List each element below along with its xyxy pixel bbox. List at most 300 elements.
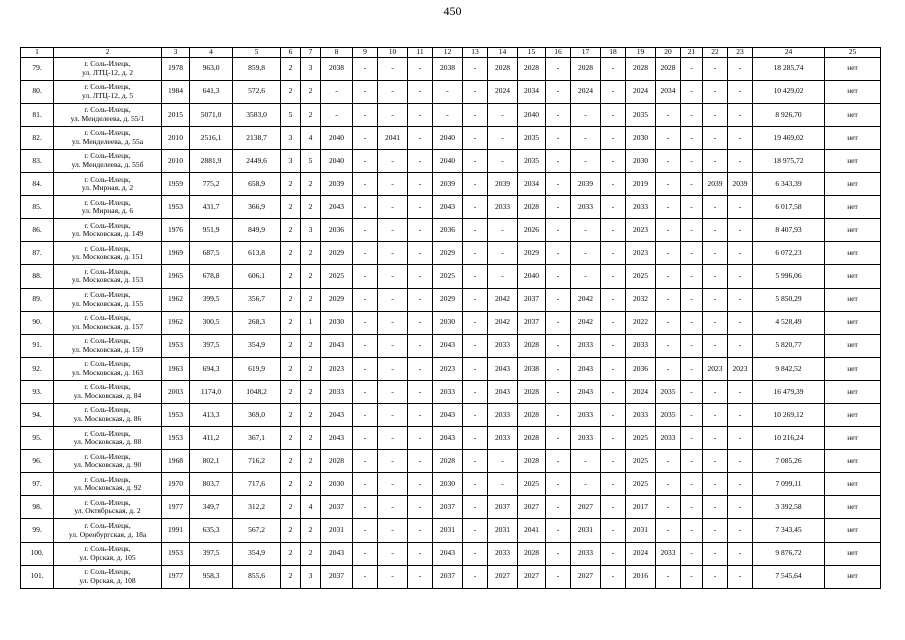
cell-col-20: -: [656, 103, 681, 126]
cell-col-15: 2037: [518, 311, 546, 334]
cell-col-22: 2039: [703, 173, 728, 196]
row-number: 79.: [21, 57, 54, 80]
cell-col-15: 2028: [518, 404, 546, 427]
cell-col-25: нет: [825, 496, 881, 519]
cell-col-16: -: [546, 565, 571, 588]
cell-col-11: -: [408, 242, 433, 265]
cell-col-20: -: [656, 519, 681, 542]
cell-col-18: -: [601, 126, 626, 149]
cell-col-15: 2037: [518, 288, 546, 311]
cell-col-14: 2039: [488, 173, 518, 196]
cell-col-3: 1977: [162, 565, 190, 588]
cell-col-7: 2: [301, 103, 321, 126]
cell-col-4: 775,2: [190, 173, 233, 196]
cell-col-25: нет: [825, 427, 881, 450]
cell-col-7: 2: [301, 519, 321, 542]
address-street: ул. Московская, д. 88: [73, 437, 142, 447]
cell-col-8: -: [321, 80, 353, 103]
cell-col-25: нет: [825, 265, 881, 288]
cell-col-11: -: [408, 288, 433, 311]
cell-col-20: -: [656, 196, 681, 219]
cell-col-3: 2003: [162, 380, 190, 403]
cell-col-13: -: [463, 288, 488, 311]
cell-col-18: -: [601, 57, 626, 80]
cell-col-25: нет: [825, 103, 881, 126]
address-cell: [54, 103, 162, 126]
cell-col-17: 2033: [571, 427, 601, 450]
cell-col-9: -: [353, 126, 378, 149]
cell-col-6: 3: [281, 149, 301, 172]
cell-col-18: -: [601, 473, 626, 496]
cell-col-19: 2035: [626, 103, 656, 126]
address-city: г. Соль-Илецк,: [84, 382, 131, 392]
cell-col-25: нет: [825, 288, 881, 311]
cell-col-4: 694,3: [190, 357, 233, 380]
cell-col-6: 2: [281, 380, 301, 403]
cell-col-15: 2040: [518, 265, 546, 288]
cell-col-7: 2: [301, 80, 321, 103]
cell-col-16: -: [546, 473, 571, 496]
cell-col-15: 2034: [518, 80, 546, 103]
cell-col-24: 7 085,26: [753, 450, 825, 473]
cell-col-17: -: [571, 103, 601, 126]
cell-col-11: -: [408, 149, 433, 172]
cell-col-9: -: [353, 496, 378, 519]
cell-col-12: 2037: [433, 496, 463, 519]
cell-col-18: -: [601, 80, 626, 103]
address-cell: [54, 57, 162, 80]
column-header-10: 10: [378, 48, 408, 58]
cell-col-22: -: [703, 57, 728, 80]
cell-col-16: -: [546, 149, 571, 172]
cell-col-5: 859,8: [233, 57, 281, 80]
cell-col-13: -: [463, 357, 488, 380]
cell-col-4: 958,3: [190, 565, 233, 588]
cell-col-19: 2025: [626, 265, 656, 288]
cell-col-11: -: [408, 542, 433, 565]
cell-col-21: -: [681, 565, 703, 588]
cell-col-22: -: [703, 380, 728, 403]
cell-col-24: 4 528,49: [753, 311, 825, 334]
cell-col-11: -: [408, 357, 433, 380]
cell-col-3: 1976: [162, 219, 190, 242]
cell-col-3: 1968: [162, 450, 190, 473]
cell-col-16: -: [546, 542, 571, 565]
cell-col-20: -: [656, 334, 681, 357]
cell-col-3: 1959: [162, 173, 190, 196]
cell-col-13: -: [463, 380, 488, 403]
column-number-row: [21, 48, 881, 58]
cell-col-3: 1953: [162, 334, 190, 357]
cell-col-10: -: [378, 450, 408, 473]
cell-col-5: 619,9: [233, 357, 281, 380]
cell-col-15: 2041: [518, 519, 546, 542]
cell-col-6: 2: [281, 427, 301, 450]
cell-col-17: 2033: [571, 196, 601, 219]
cell-col-23: -: [728, 149, 753, 172]
address-city: г. Соль-Илецк,: [84, 428, 131, 438]
cell-col-21: -: [681, 57, 703, 80]
cell-col-8: 2043: [321, 334, 353, 357]
address-city: г. Соль-Илецк,: [84, 313, 131, 323]
cell-col-19: 2016: [626, 565, 656, 588]
cell-col-23: -: [728, 542, 753, 565]
cell-col-19: 2024: [626, 542, 656, 565]
address-street: ул. Московская, д. 149: [71, 229, 144, 239]
cell-col-8: 2030: [321, 311, 353, 334]
cell-col-22: -: [703, 496, 728, 519]
cell-col-19: 2019: [626, 173, 656, 196]
cell-col-3: 1965: [162, 265, 190, 288]
address-city: г. Соль-Илецк,: [84, 289, 131, 299]
cell-col-17: -: [571, 219, 601, 242]
cell-col-11: -: [408, 450, 433, 473]
cell-col-22: -: [703, 149, 728, 172]
cell-col-15: 2027: [518, 565, 546, 588]
cell-col-12: 2039: [433, 173, 463, 196]
cell-col-15: 2028: [518, 450, 546, 473]
column-header-4: 4: [190, 48, 233, 58]
row-number: 92.: [21, 357, 54, 380]
cell-col-10: -: [378, 427, 408, 450]
cell-col-9: -: [353, 265, 378, 288]
cell-col-11: -: [408, 126, 433, 149]
table-row: [21, 80, 881, 103]
cell-col-7: 2: [301, 473, 321, 496]
cell-col-22: -: [703, 103, 728, 126]
cell-col-6: 2: [281, 496, 301, 519]
cell-col-23: -: [728, 126, 753, 149]
row-number: 88.: [21, 265, 54, 288]
cell-col-11: -: [408, 265, 433, 288]
cell-col-23: -: [728, 404, 753, 427]
cell-col-24: 7 099,11: [753, 473, 825, 496]
column-header-7: 7: [301, 48, 321, 58]
address-street: ул. Московская, д. 90: [73, 460, 142, 470]
address-city: г. Соль-Илецк,: [84, 544, 131, 554]
cell-col-9: -: [353, 242, 378, 265]
cell-col-11: -: [408, 196, 433, 219]
table-row: [21, 519, 881, 542]
cell-col-12: 2030: [433, 473, 463, 496]
cell-col-9: -: [353, 311, 378, 334]
cell-col-21: -: [681, 496, 703, 519]
cell-col-13: -: [463, 473, 488, 496]
cell-col-14: -: [488, 473, 518, 496]
cell-col-4: 687,5: [190, 242, 233, 265]
cell-col-10: -: [378, 311, 408, 334]
column-header-2: 2: [54, 48, 162, 58]
cell-col-13: -: [463, 219, 488, 242]
column-header-18: 18: [601, 48, 626, 58]
cell-col-23: -: [728, 103, 753, 126]
cell-col-22: -: [703, 288, 728, 311]
cell-col-20: 2035: [656, 404, 681, 427]
cell-col-3: 1953: [162, 542, 190, 565]
cell-col-16: -: [546, 450, 571, 473]
cell-col-10: -: [378, 219, 408, 242]
cell-col-4: 399,5: [190, 288, 233, 311]
cell-col-10: -: [378, 380, 408, 403]
cell-col-11: -: [408, 103, 433, 126]
address-street: ул. Мирная, д. 2: [81, 183, 134, 193]
cell-col-20: 2033: [656, 427, 681, 450]
cell-col-20: -: [656, 149, 681, 172]
cell-col-17: 2042: [571, 311, 601, 334]
cell-col-21: -: [681, 196, 703, 219]
cell-col-23: -: [728, 219, 753, 242]
cell-col-7: 2: [301, 334, 321, 357]
cell-col-13: -: [463, 565, 488, 588]
address-city: г. Соль-Илецк,: [84, 59, 131, 69]
cell-col-24: 18 975,72: [753, 149, 825, 172]
cell-col-7: 4: [301, 126, 321, 149]
cell-col-5: 849,9: [233, 219, 281, 242]
cell-col-5: 369,0: [233, 404, 281, 427]
cell-col-17: -: [571, 126, 601, 149]
cell-col-22: -: [703, 519, 728, 542]
cell-col-12: -: [433, 103, 463, 126]
row-number: 99.: [21, 519, 54, 542]
cell-col-8: 2030: [321, 473, 353, 496]
cell-col-25: нет: [825, 173, 881, 196]
cell-col-16: -: [546, 196, 571, 219]
cell-col-23: -: [728, 57, 753, 80]
column-header-12: 12: [433, 48, 463, 58]
cell-col-25: нет: [825, 404, 881, 427]
row-number: 81.: [21, 103, 54, 126]
cell-col-6: 2: [281, 334, 301, 357]
cell-col-16: -: [546, 219, 571, 242]
address-street: ул. Московская, д. 159: [71, 344, 144, 354]
cell-col-24: 8 407,93: [753, 219, 825, 242]
cell-col-11: -: [408, 519, 433, 542]
cell-col-7: 2: [301, 242, 321, 265]
cell-col-6: 2: [281, 288, 301, 311]
cell-col-19: 2032: [626, 288, 656, 311]
column-header-24: 24: [753, 48, 825, 58]
cell-col-25: нет: [825, 519, 881, 542]
cell-col-24: 9 842,52: [753, 357, 825, 380]
cell-col-5: 3583,0: [233, 103, 281, 126]
cell-col-16: -: [546, 357, 571, 380]
cell-col-22: -: [703, 80, 728, 103]
cell-col-6: 2: [281, 173, 301, 196]
address-street: ул. Мирная, д. 6: [81, 206, 134, 216]
cell-col-17: 2039: [571, 173, 601, 196]
cell-col-4: 951,9: [190, 219, 233, 242]
cell-col-8: 2040: [321, 149, 353, 172]
cell-col-6: 2: [281, 404, 301, 427]
cell-col-14: 2043: [488, 357, 518, 380]
row-number: 84.: [21, 173, 54, 196]
address-cell: [54, 149, 162, 172]
cell-col-16: -: [546, 242, 571, 265]
cell-col-3: 1991: [162, 519, 190, 542]
row-number: 97.: [21, 473, 54, 496]
cell-col-14: 2042: [488, 288, 518, 311]
cell-col-15: 2027: [518, 496, 546, 519]
cell-col-6: 2: [281, 219, 301, 242]
cell-col-5: 268,3: [233, 311, 281, 334]
cell-col-14: 2033: [488, 334, 518, 357]
cell-col-10: -: [378, 288, 408, 311]
cell-col-24: 18 285,74: [753, 57, 825, 80]
cell-col-6: 2: [281, 450, 301, 473]
cell-col-18: -: [601, 196, 626, 219]
cell-col-24: 16 479,39: [753, 380, 825, 403]
address-cell: [54, 196, 162, 219]
cell-col-6: 2: [281, 473, 301, 496]
cell-col-19: 2030: [626, 149, 656, 172]
cell-col-14: 2033: [488, 196, 518, 219]
address-street: ул. Московская, д. 86: [73, 414, 142, 424]
cell-col-10: -: [378, 334, 408, 357]
row-number: 90.: [21, 311, 54, 334]
cell-col-17: 2033: [571, 542, 601, 565]
cell-col-21: -: [681, 519, 703, 542]
cell-col-21: -: [681, 380, 703, 403]
cell-col-13: -: [463, 311, 488, 334]
cell-col-13: -: [463, 334, 488, 357]
cell-col-25: нет: [825, 542, 881, 565]
cell-col-21: -: [681, 219, 703, 242]
page-number: 450: [443, 4, 462, 18]
cell-col-5: 354,9: [233, 334, 281, 357]
cell-col-19: 2025: [626, 450, 656, 473]
cell-col-16: -: [546, 496, 571, 519]
cell-col-9: -: [353, 288, 378, 311]
address-cell: [54, 380, 162, 403]
cell-col-10: -: [378, 542, 408, 565]
cell-col-11: -: [408, 404, 433, 427]
cell-col-20: 2035: [656, 380, 681, 403]
row-number: 85.: [21, 196, 54, 219]
address-cell: [54, 404, 162, 427]
cell-col-7: 2: [301, 427, 321, 450]
cell-col-14: 2042: [488, 311, 518, 334]
cell-col-13: -: [463, 80, 488, 103]
cell-col-8: 2031: [321, 519, 353, 542]
cell-col-3: 2010: [162, 126, 190, 149]
cell-col-7: 1: [301, 311, 321, 334]
cell-col-13: -: [463, 149, 488, 172]
cell-col-7: 2: [301, 173, 321, 196]
row-number: 93.: [21, 380, 54, 403]
cell-col-17: 2043: [571, 357, 601, 380]
cell-col-17: -: [571, 242, 601, 265]
cell-col-19: 2036: [626, 357, 656, 380]
table-row: [21, 334, 881, 357]
cell-col-25: нет: [825, 473, 881, 496]
cell-col-4: 413,3: [190, 404, 233, 427]
address-city: г. Соль-Илецк,: [84, 266, 131, 276]
cell-col-20: -: [656, 173, 681, 196]
cell-col-21: -: [681, 311, 703, 334]
cell-col-19: 2025: [626, 427, 656, 450]
cell-col-15: 2028: [518, 542, 546, 565]
cell-col-20: -: [656, 219, 681, 242]
cell-col-3: 1953: [162, 196, 190, 219]
cell-col-20: 2028: [656, 57, 681, 80]
cell-col-21: -: [681, 357, 703, 380]
cell-col-6: 5: [281, 103, 301, 126]
cell-col-9: -: [353, 519, 378, 542]
cell-col-23: -: [728, 565, 753, 588]
cell-col-17: 2033: [571, 404, 601, 427]
address-cell: [54, 450, 162, 473]
cell-col-18: -: [601, 357, 626, 380]
row-number: 95.: [21, 427, 54, 450]
cell-col-11: -: [408, 57, 433, 80]
cell-col-17: -: [571, 149, 601, 172]
cell-col-13: -: [463, 242, 488, 265]
cell-col-15: 2035: [518, 149, 546, 172]
cell-col-16: -: [546, 427, 571, 450]
cell-col-23: -: [728, 519, 753, 542]
cell-col-7: 3: [301, 565, 321, 588]
cell-col-3: 1978: [162, 57, 190, 80]
cell-col-12: 2043: [433, 427, 463, 450]
cell-col-6: 2: [281, 542, 301, 565]
cell-col-16: -: [546, 57, 571, 80]
cell-col-15: 2026: [518, 219, 546, 242]
cell-col-10: -: [378, 496, 408, 519]
cell-col-23: 2039: [728, 173, 753, 196]
cell-col-20: -: [656, 311, 681, 334]
cell-col-21: -: [681, 265, 703, 288]
cell-col-17: 2043: [571, 380, 601, 403]
cell-col-23: -: [728, 473, 753, 496]
cell-col-15: 2038: [518, 357, 546, 380]
cell-col-5: 717,6: [233, 473, 281, 496]
cell-col-13: -: [463, 519, 488, 542]
table-row: [21, 427, 881, 450]
cell-col-14: -: [488, 265, 518, 288]
cell-col-14: 2033: [488, 427, 518, 450]
column-header-25: 25: [825, 48, 881, 58]
address-cell: [54, 473, 162, 496]
cell-col-9: -: [353, 103, 378, 126]
cell-col-15: 2028: [518, 380, 546, 403]
cell-col-12: 2040: [433, 126, 463, 149]
cell-col-22: 2023: [703, 357, 728, 380]
address-city: г. Соль-Илецк,: [84, 243, 131, 253]
cell-col-25: нет: [825, 380, 881, 403]
cell-col-19: 2023: [626, 242, 656, 265]
cell-col-16: -: [546, 380, 571, 403]
table-row: [21, 242, 881, 265]
cell-col-4: 641,3: [190, 80, 233, 103]
cell-col-9: -: [353, 565, 378, 588]
cell-col-8: 2029: [321, 288, 353, 311]
cell-col-21: -: [681, 126, 703, 149]
cell-col-11: -: [408, 173, 433, 196]
cell-col-12: 2036: [433, 219, 463, 242]
table-row: [21, 357, 881, 380]
cell-col-7: 3: [301, 57, 321, 80]
cell-col-6: 3: [281, 126, 301, 149]
cell-col-17: 2031: [571, 519, 601, 542]
cell-col-24: 6 343,39: [753, 173, 825, 196]
cell-col-21: -: [681, 542, 703, 565]
row-number: 91.: [21, 334, 54, 357]
row-number: 80.: [21, 80, 54, 103]
cell-col-25: нет: [825, 311, 881, 334]
address-street: ул. Менделеева, д. 55б: [71, 160, 144, 170]
cell-col-24: 5 996,06: [753, 265, 825, 288]
cell-col-8: 2037: [321, 565, 353, 588]
